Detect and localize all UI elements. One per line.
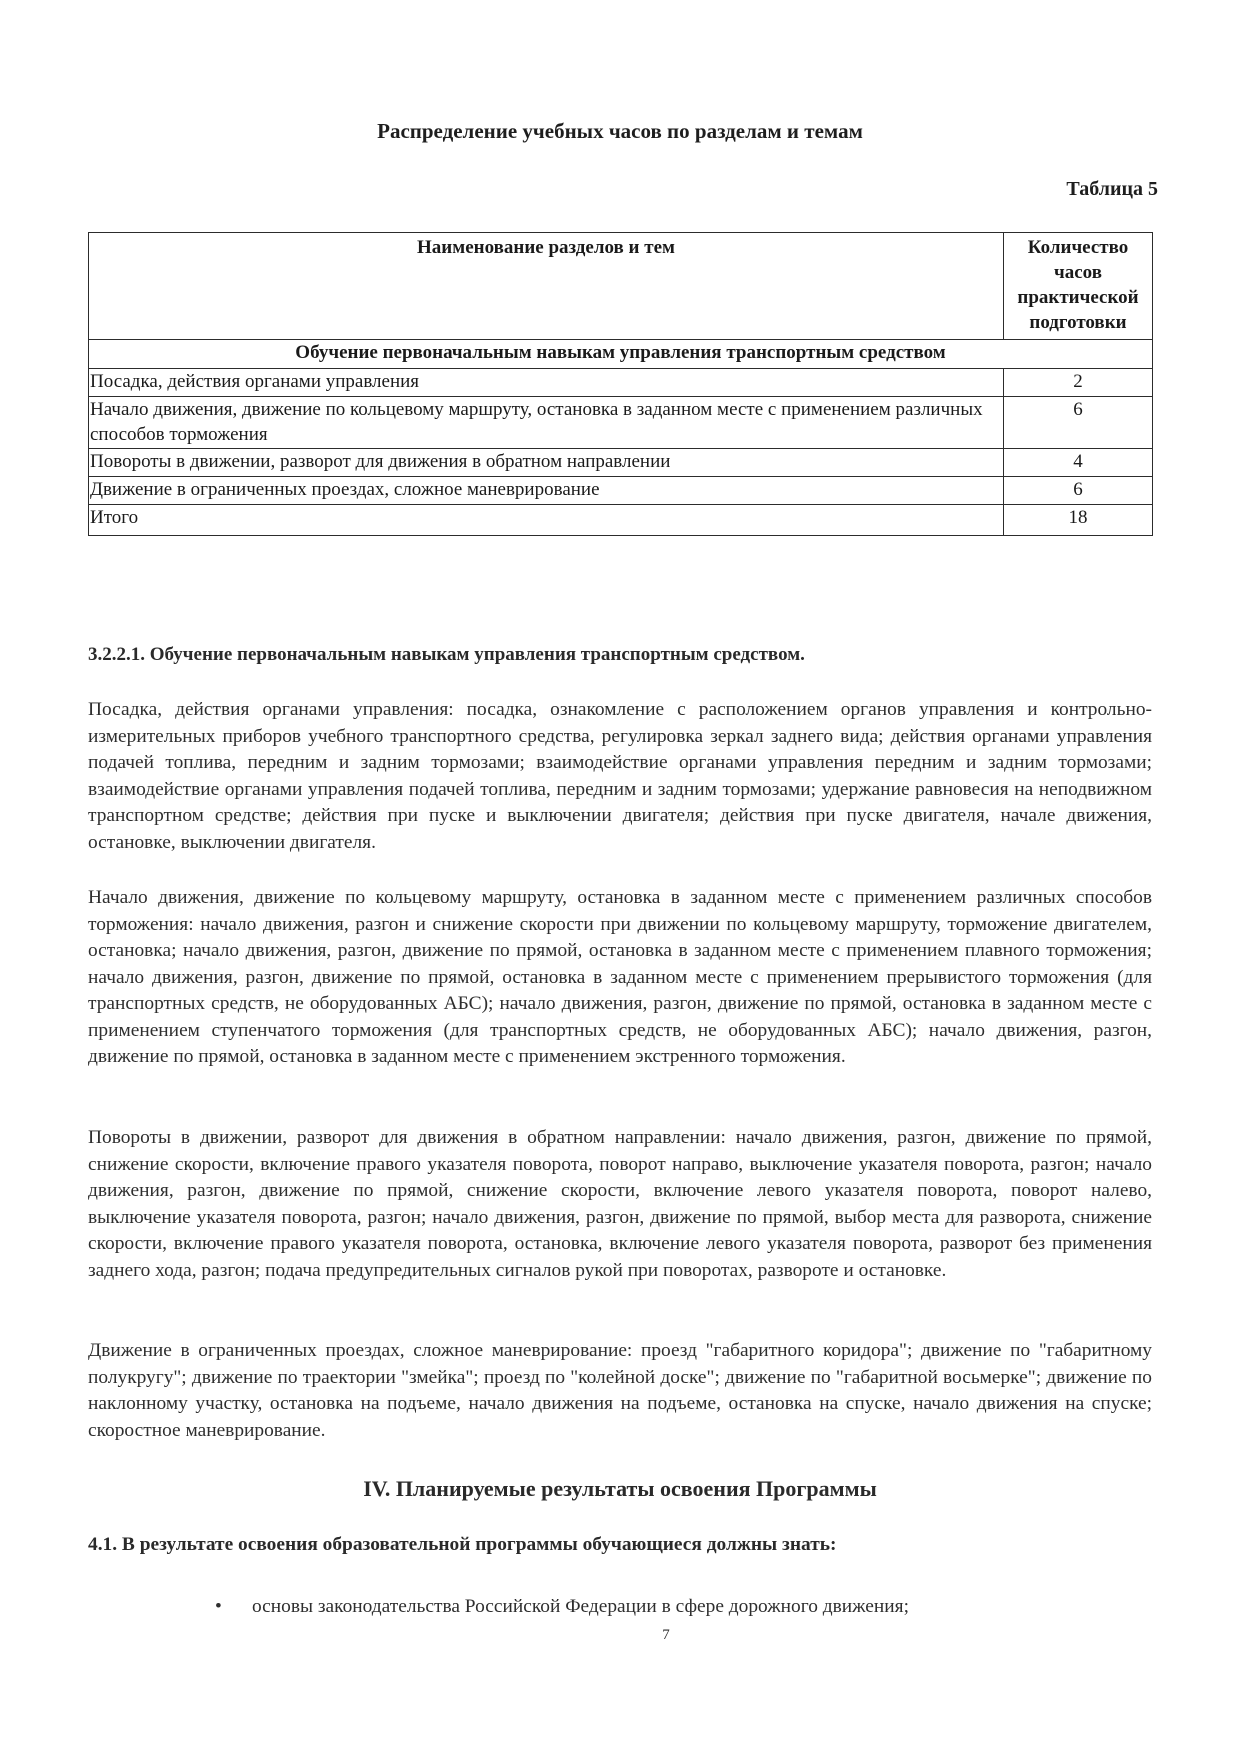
page-title: Распределение учебных часов по разделам и темам xyxy=(377,119,863,143)
topic-cell: Повороты в движении, разворот для движения в обратном направлении xyxy=(89,449,1004,477)
header-topic-name: Наименование разделов и тем xyxy=(89,233,1004,340)
hours-cell: 6 xyxy=(1004,477,1153,505)
table-label: Таблица 5 xyxy=(1066,178,1158,200)
list-item-text: основы законодательства Российской Федерации в сфере дорожного движения; xyxy=(252,1596,909,1617)
page-number: 7 xyxy=(662,1627,670,1643)
section-title-cell: Обучение первоначальным навыкам управления транспортным средством xyxy=(89,340,1153,369)
bullet-icon: • xyxy=(215,1596,222,1617)
paragraph-turns-u-turn: Повороты в движении, разворот для движения в обратном направлении: начало движения, разгон, движение по прямой, снижение скорости, включение правого указателя поворота, поворот направо, выключение указателя поворота, разгон; начало движения, разгон, движение по прямой, снижение скорости, включение левого указателя поворота, поворот налево, выключение указателя поворота, разгон; начало движения, разгон, движение по прямой, выбор места для разворота, снижение скорости, включение правого указателя поворота, остановка, включение левого указателя поворота, разворот без применения заднего хода, разгон; подача предупредительных сигналов рукой при поворотах, развороте и остановке. xyxy=(88,1127,1152,1281)
chapter-title: IV. Планируемые результаты освоения Программы xyxy=(363,1476,877,1501)
table-header-row xyxy=(89,233,1153,340)
table-row xyxy=(89,477,1153,505)
hours-cell: 4 xyxy=(1004,449,1153,477)
table-row xyxy=(89,369,1153,397)
paragraph-start-braking: Начало движения, движение по кольцевому маршруту, остановка в заданном месте с применением различных способов торможения: начало движения, разгон и снижение скорости при движении по кольцевому маршруту, торможение двигателем, остановка; начало движения, разгон, движение по прямой, остановка в заданном месте с применением плавного торможения; начало движения, разгон, движение по прямой, остановка в заданном месте с применением прерывистого торможения (для транспортных средств, не оборудованных АБС); начало движения, разгон, движение по прямой, остановка в заданном месте с применением ступенчатого торможения (для транспортных средств, не оборудованных АБС); начало движения, разгон, движение по прямой, остановка в заданном месте с применением экстренного торможения. xyxy=(88,887,1152,1067)
header-practical-hours: Количество часов практической подготовки xyxy=(1004,233,1153,340)
table-row xyxy=(89,449,1153,477)
total-label-cell: Итого xyxy=(89,505,1004,536)
hours-cell: 2 xyxy=(1004,369,1153,397)
table-section-row xyxy=(89,340,1153,369)
table-row xyxy=(89,397,1153,449)
topic-cell: Посадка, действия органами управления xyxy=(89,369,1004,397)
total-hours-cell: 18 xyxy=(1004,505,1153,536)
subsection-heading: 4.1. В результате освоения образовательной программы обучающиеся должны знать: xyxy=(88,1534,837,1555)
hours-cell: 6 xyxy=(1004,397,1153,449)
paragraph-restricted-maneuvering: Движение в ограниченных проездах, сложное маневрирование: проезд "габаритного коридора"; движение по "габаритному полукругу"; движение по траектории "змейка"; проезд по "колейной доске"; движение по "габаритной восьмерке"; движение по наклонному участку, остановка на подъеме, начало движения на подъеме, остановка на спуске, начало движения на спуске; скоростное маневрирование. xyxy=(88,1340,1152,1441)
topic-cell: Движение в ограниченных проездах, сложное маневрирование xyxy=(89,477,1004,505)
table-total-row xyxy=(89,505,1153,536)
knowledge-list xyxy=(0,1594,909,1620)
list-item xyxy=(0,1594,909,1620)
topic-cell: Начало движения, движение по кольцевому маршруту, остановка в заданном месте с применением различных способов торможения xyxy=(89,397,1004,449)
section-heading: 3.2.2.1. Обучение первоначальным навыкам управления транспортным средством. xyxy=(88,644,805,665)
paragraph-seating-controls: Посадка, действия органами управления: посадка, ознакомление с расположением органов управления и контрольно-измерительных приборов учебного транспортного средства, регулировка зеркал заднего вида; действия органами управления подачей топлива, передним и задним тормозами; взаимодействие органами управления передним и задним тормозами; взаимодействие органами управления подачей топлива, передним и задним тормозами; удержание равновесия на неподвижном транспортном средстве; действия при пуске и выключении двигателя; действия при пуске двигателя, начале движения, остановке, выключении двигателя. xyxy=(88,699,1152,853)
hours-distribution-table xyxy=(88,232,1153,536)
